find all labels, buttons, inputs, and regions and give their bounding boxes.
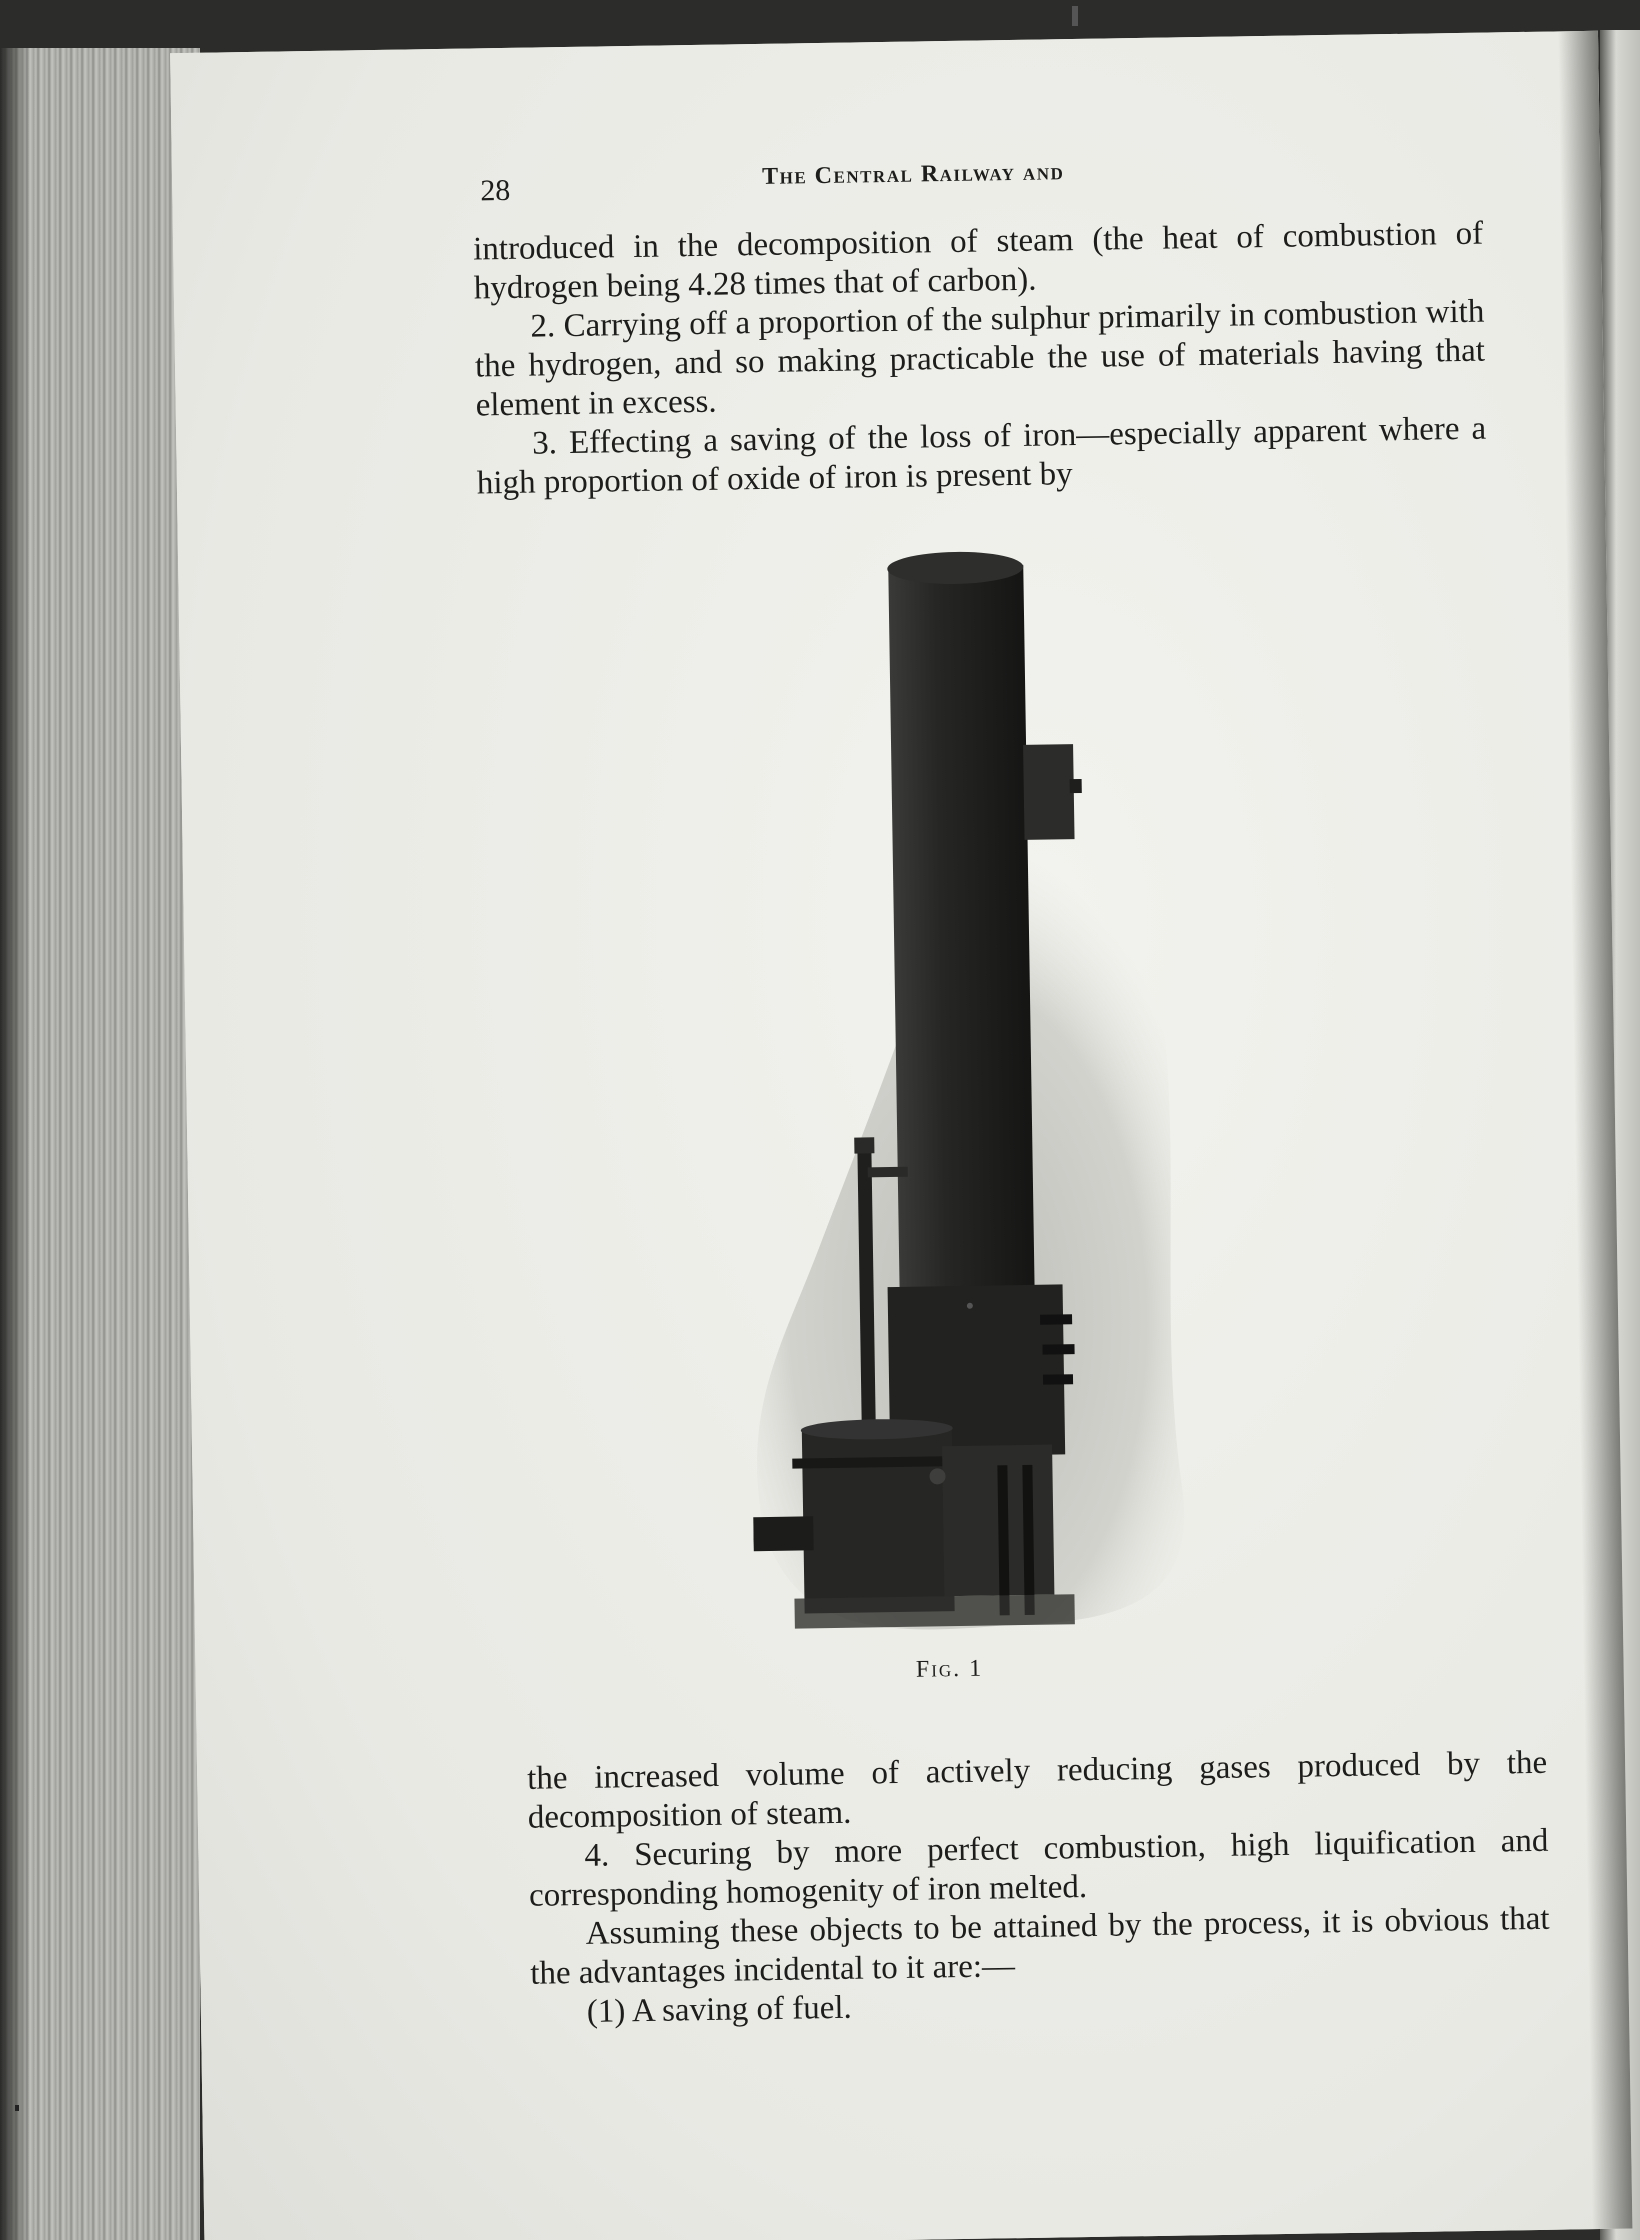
running-head: The Central Railway and xyxy=(761,159,1065,190)
binding-shadow xyxy=(0,48,30,2240)
figure-furnace-photo xyxy=(738,542,1216,1679)
list-item-advantage-1: (1) A saving of fuel. xyxy=(586,1989,853,2030)
stack-pipe xyxy=(888,565,1035,1307)
stack-vent xyxy=(1023,744,1074,840)
chamber-ring-2 xyxy=(1042,1344,1074,1355)
book-page xyxy=(170,31,1632,2240)
paragraph-continuation: the increased volume of actively reducing gases produced by the decomposition of steam. xyxy=(526,1744,1548,1836)
pipe-connector xyxy=(868,1167,908,1178)
paragraph-item-4: 4. Securing by more perfect combustion, high liquification and corresponding homogenity of iron melted. xyxy=(528,1822,1549,1914)
page-number: 28 xyxy=(480,173,511,208)
figure-caption: Fig. 1 xyxy=(915,1655,984,1683)
paragraph-continuation: introduced in the decomposition of steam (the heat of combustion of hydrogen being 4.28 times that of carbon). xyxy=(472,215,1484,307)
stack-vent-flange xyxy=(1070,779,1082,793)
lower-crucible xyxy=(802,1426,955,1613)
base-shadow xyxy=(794,1594,1074,1628)
body-text-top xyxy=(473,215,1487,504)
scan-mark xyxy=(1072,6,1078,26)
chamber-ring-3 xyxy=(1043,1374,1073,1384)
tap-spout xyxy=(753,1516,814,1551)
chamber-ring-1 xyxy=(1040,1314,1072,1325)
paragraph-item-3: 3. Effecting a saving of the loss of iron—especially apparent where a high proportion of oxide of iron is present by xyxy=(476,410,1487,502)
body-text-bottom xyxy=(527,1744,1551,2033)
pipe-cap xyxy=(854,1137,874,1153)
furnace-illustration xyxy=(738,542,1216,1679)
paragraph-advantages-intro: Assuming these objects to be attained by the process, it is obvious that the advantages incidental to it are:— xyxy=(530,1900,1550,1992)
page-edges-stack xyxy=(0,48,200,2240)
dust-speck xyxy=(15,2105,19,2111)
paragraph-item-2: 2. Carrying off a proportion of the sulphur primarily in combustion with the hydrogen, and so making practicable the use of materials having that element in excess. xyxy=(474,293,1486,424)
